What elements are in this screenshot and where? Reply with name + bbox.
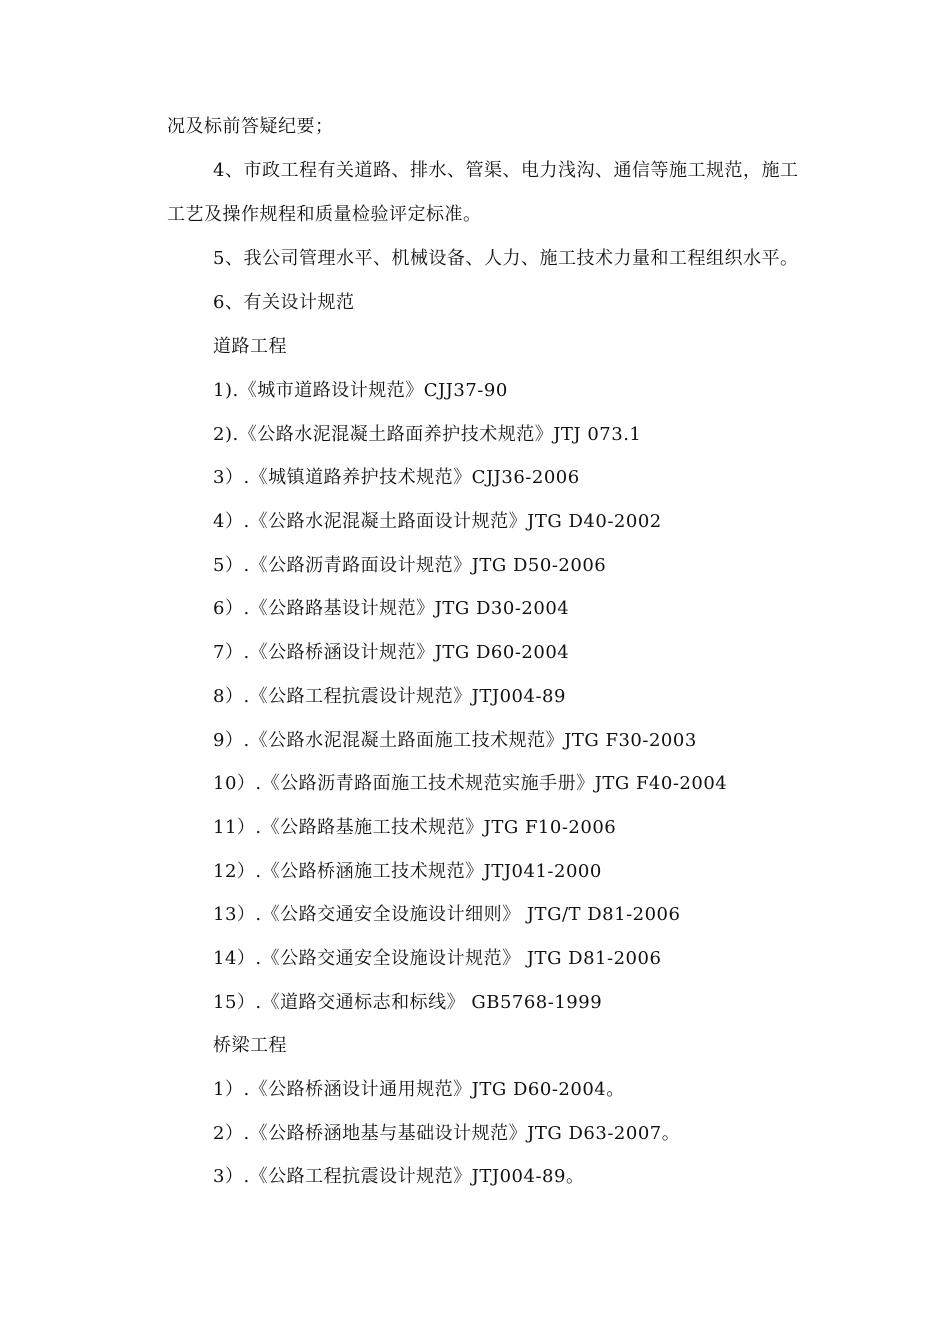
road-spec-item: 6）.《公路路基设计规范》JTG D30-2004 [213, 598, 570, 619]
road-spec-item: 7）.《公路桥涵设计规范》JTG D60-2004 [213, 642, 570, 663]
paragraph-item-5: 5、我公司管理水平、机械设备、人力、施工技术力量和工程组织水平。 [213, 248, 799, 269]
bridge-spec-item: 3）.《公路工程抗震设计规范》JTJ004-89。 [213, 1166, 585, 1187]
section-heading-road: 道路工程 [213, 336, 287, 357]
road-spec-item: 12）.《公路桥涵施工技术规范》JTJ041-2000 [213, 861, 602, 882]
road-spec-item: 14）.《公路交通安全设施设计规范》 JTG D81-2006 [213, 948, 662, 969]
paragraph-item-6: 6、有关设计规范 [213, 292, 355, 313]
paragraph-continuation: 况及标前答疑纪要； [167, 116, 334, 137]
road-spec-item: 5）.《公路沥青路面设计规范》JTG D50-2006 [213, 555, 607, 576]
bridge-spec-item: 2）.《公路桥涵地基与基础设计规范》JTG D63-2007。 [213, 1123, 681, 1144]
road-spec-item: 10）.《公路沥青路面施工技术规范实施手册》JTG F40-2004 [213, 773, 728, 794]
road-spec-item: 11）.《公路路基施工技术规范》JTG F10-2006 [213, 817, 617, 838]
road-spec-item: 3）.《城镇道路养护技术规范》CJJ36-2006 [213, 467, 580, 488]
section-heading-bridge: 桥梁工程 [213, 1035, 287, 1056]
road-spec-item: 13）.《公路交通安全设施设计细则》 JTG/T D81-2006 [213, 904, 681, 925]
paragraph-item-4-line-2: 工艺及操作规程和质量检验评定标准。 [167, 204, 482, 225]
road-spec-item: 9）.《公路水泥混凝土路面施工技术规范》JTG F30-2003 [213, 730, 697, 751]
road-spec-item: 1).《城市道路设计规范》CJJ37-90 [213, 380, 508, 401]
bridge-spec-item: 1）.《公路桥涵设计通用规范》JTG D60-2004。 [213, 1079, 625, 1100]
road-spec-item: 15）.《道路交通标志和标线》 GB5768-1999 [213, 992, 603, 1013]
road-spec-item: 8）.《公路工程抗震设计规范》JTJ004-89 [213, 686, 566, 707]
road-spec-item: 2).《公路水泥混凝土路面养护技术规范》JTJ 073.1 [213, 424, 642, 445]
road-spec-item: 4）.《公路水泥混凝土路面设计规范》JTG D40-2002 [213, 511, 662, 532]
paragraph-item-4-line-1: 4、市政工程有关道路、排水、管渠、电力浅沟、通信等施工规范，施工 [213, 160, 799, 181]
